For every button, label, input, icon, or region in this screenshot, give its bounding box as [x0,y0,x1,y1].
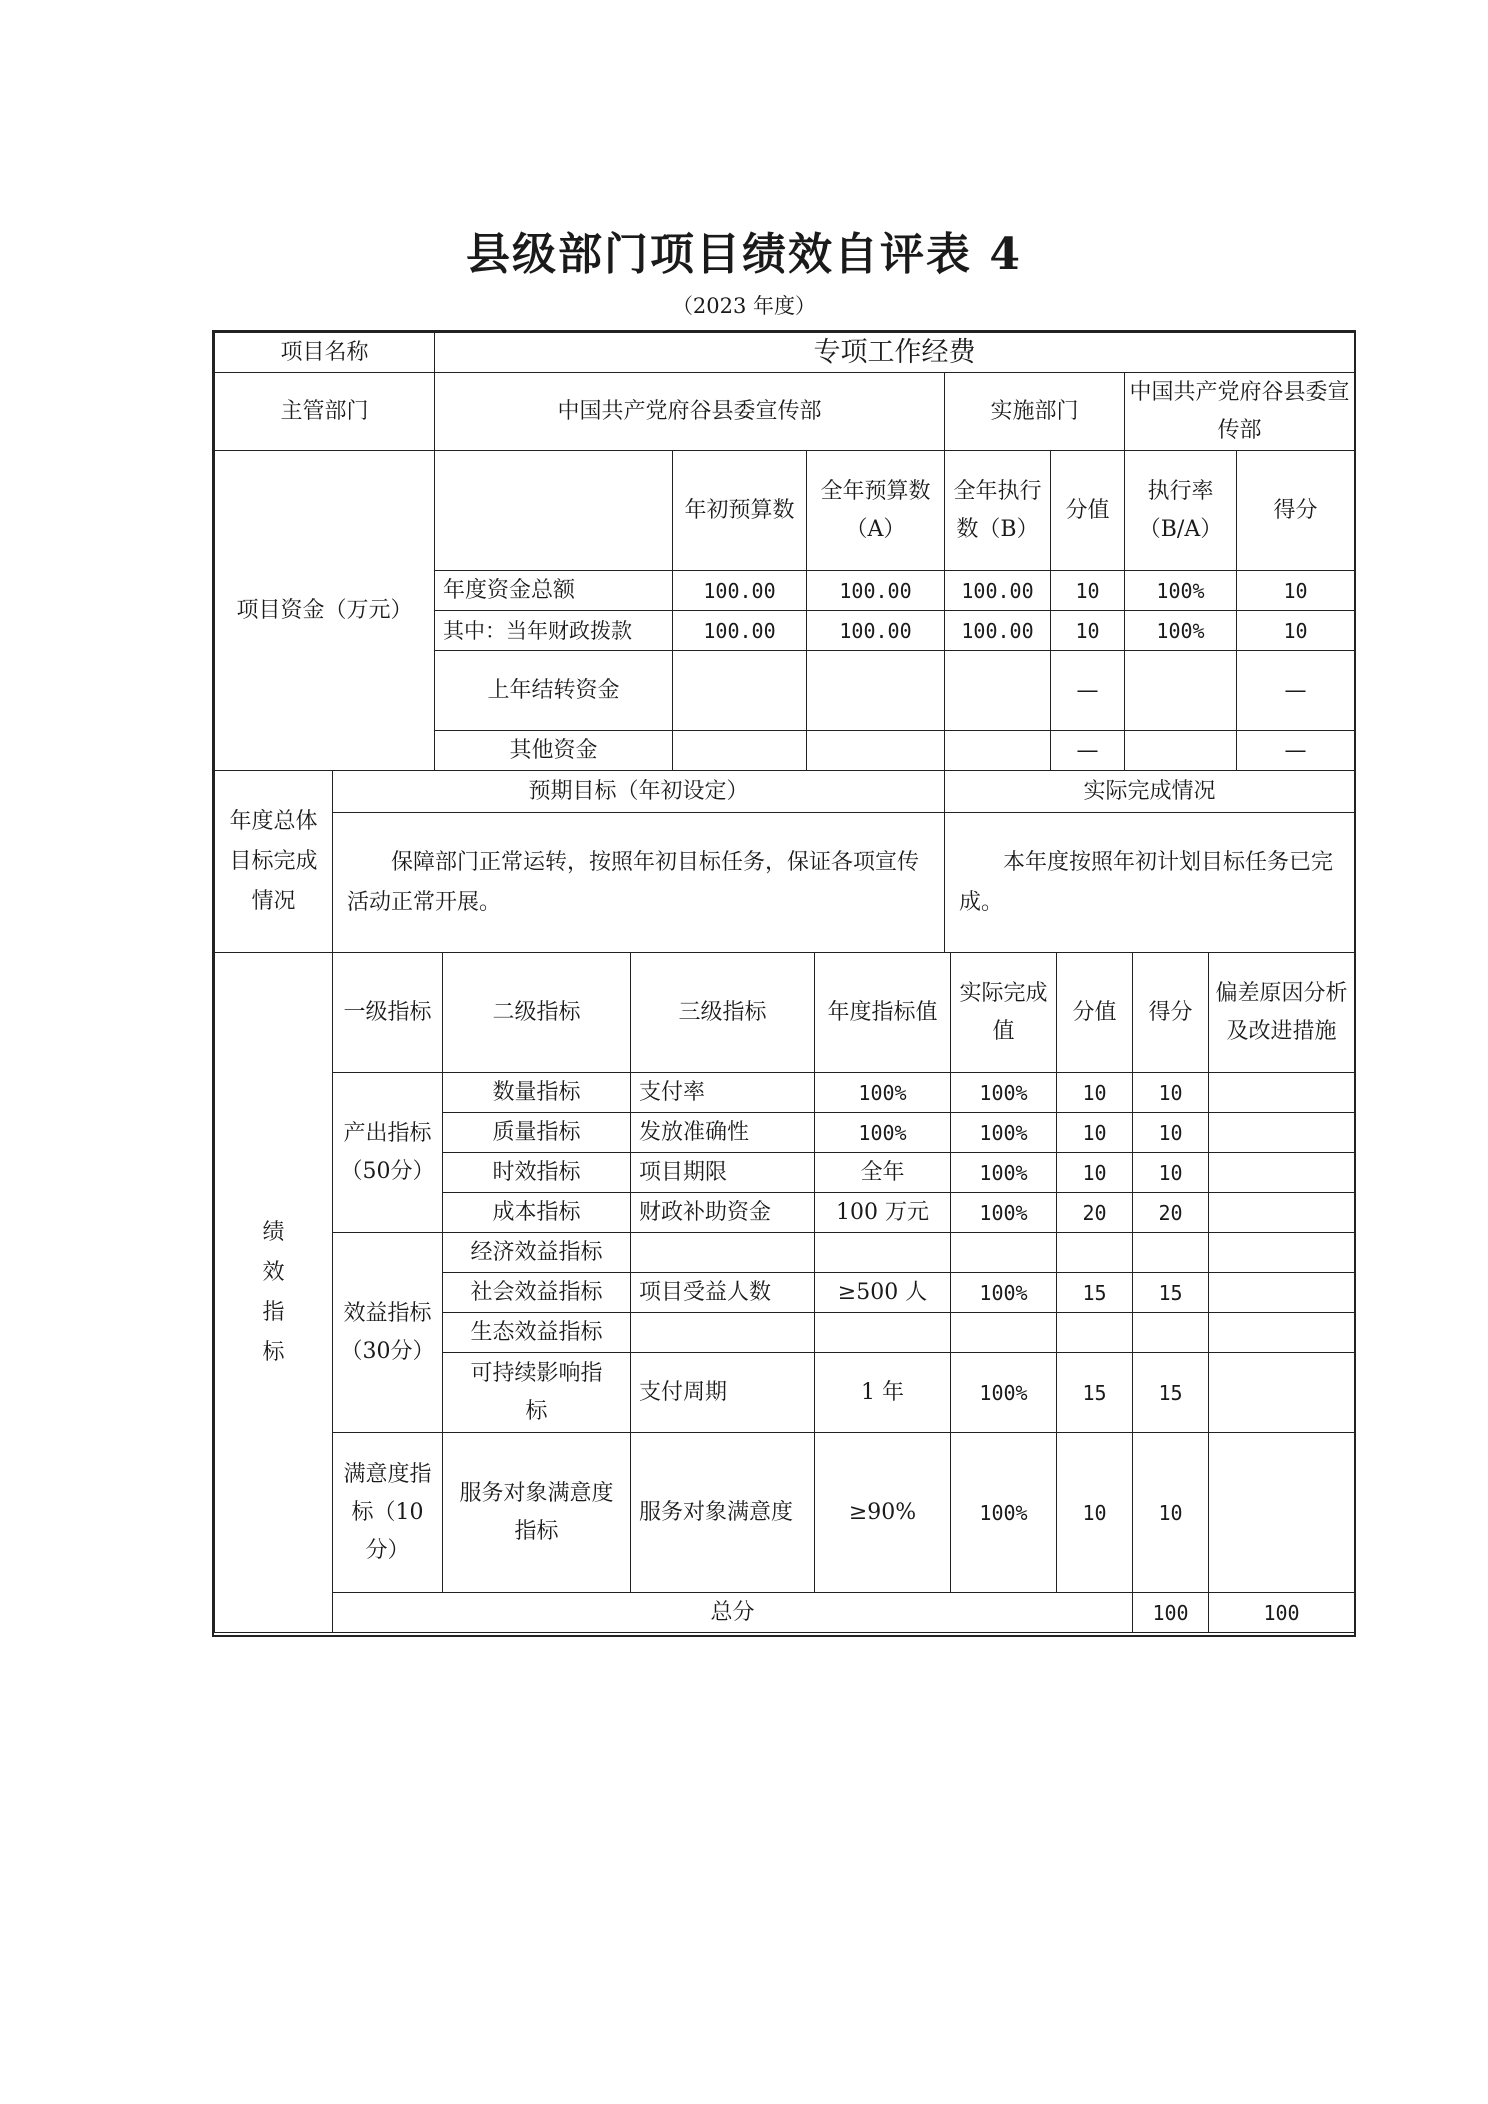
document-title: 县级部门项目绩效自评表 4 [466,229,1022,280]
perf-col-value: 分值 [1057,953,1133,1073]
project-name: 专项工作经费 [435,333,1355,373]
supervisor-dept: 中国共产党府谷县委宣传部 [435,373,945,451]
indicator-l3 [631,1313,815,1353]
funds-rate: 100% [1125,611,1237,651]
indicator-note [1209,1073,1355,1113]
indicator-score: 20 [1133,1193,1209,1233]
goals-section-label: 年度总体目标完成情况 [215,771,333,953]
indicator-value: 10 [1057,1153,1133,1193]
indicator-l2: 经济效益指标 [443,1233,631,1273]
perf-col-level3: 三级指标 [631,953,815,1073]
perf-col-target: 年度指标值 [815,953,951,1073]
indicator-actual: 100% [951,1273,1057,1313]
goals-section [214,770,1354,953]
indicator-note [1209,1433,1355,1593]
expected-goal-label: 预期目标（年初设定） [333,771,945,813]
funds-initial [673,731,807,771]
total-row [215,1593,1355,1633]
indicator-target: 全年 [815,1153,951,1193]
funds-section-label: 项目资金（万元） [215,451,435,771]
perf-col-level2: 二级指标 [443,953,631,1073]
indicator-score: 10 [1133,1153,1209,1193]
actual-result-label: 实际完成情况 [945,771,1355,813]
indicator-l2: 时效指标 [443,1153,631,1193]
funds-score-value: — [1051,731,1125,771]
indicator-row [215,1233,1355,1273]
total-value: 100 [1133,1593,1209,1633]
funds-initial [673,651,807,731]
indicator-value: 20 [1057,1193,1133,1233]
indicator-actual: 100% [951,1433,1057,1593]
funds-score: — [1237,651,1355,731]
indicator-l3: 支付率 [631,1073,815,1113]
funds-score-value: — [1051,651,1125,731]
total-score: 100 [1209,1593,1355,1633]
indicator-target: 100% [815,1073,951,1113]
funds-corner [435,451,673,571]
funds-annual [807,651,945,731]
indicator-note [1209,1313,1355,1353]
funds-col-executed: 全年执行数（B） [945,451,1051,571]
funds-row-label: 其中：当年财政拨款 [435,611,673,651]
indicator-actual: 100% [951,1113,1057,1153]
indicator-score: 10 [1133,1433,1209,1593]
indicator-value [1057,1313,1133,1353]
indicator-l3: 项目受益人数 [631,1273,815,1313]
indicator-actual: 100% [951,1073,1057,1113]
indicator-score: 10 [1133,1113,1209,1153]
indicator-l3: 服务对象满意度 [631,1433,815,1593]
group-label-benefit: 效益指标（30分） [333,1233,443,1433]
perf-col-actual: 实际完成值 [951,953,1057,1073]
funds-row-label: 年度资金总额 [435,571,673,611]
indicator-note [1209,1233,1355,1273]
funds-executed: 100.00 [945,571,1051,611]
indicator-actual [951,1233,1057,1273]
funds-score: 10 [1237,571,1355,611]
document-year: （2023 年度） [671,294,817,318]
indicator-l3: 财政补助资金 [631,1193,815,1233]
indicator-value: 15 [1057,1273,1133,1313]
indicator-value: 10 [1057,1433,1133,1593]
indicator-l2: 可持续影响指标 [443,1353,631,1433]
indicator-l3: 项目期限 [631,1153,815,1193]
perf-col-note: 偏差原因分析及改进措施 [1209,953,1355,1073]
indicator-actual: 100% [951,1353,1057,1433]
indicator-actual: 100% [951,1153,1057,1193]
indicator-target: ≥90% [815,1433,951,1593]
funds-annual: 100.00 [807,611,945,651]
indicator-target: ≥500 人 [815,1273,951,1313]
funds-initial: 100.00 [673,611,807,651]
performance-table [214,952,1355,1633]
funds-row-label: 上年结转资金 [435,651,673,731]
indicator-l2: 服务对象满意度指标 [443,1433,631,1593]
indicator-value [1057,1233,1133,1273]
indicator-note [1209,1273,1355,1313]
indicator-score: 15 [1133,1273,1209,1313]
indicator-note [1209,1353,1355,1433]
indicator-score [1133,1233,1209,1273]
funds-score: — [1237,731,1355,771]
funds-executed: 100.00 [945,611,1051,651]
funds-rate [1125,651,1237,731]
indicator-l2: 社会效益指标 [443,1273,631,1313]
funds-row-label: 其他资金 [435,731,673,771]
indicator-l2: 数量指标 [443,1073,631,1113]
indicator-note [1209,1193,1355,1233]
project-name-label: 项目名称 [215,333,435,373]
indicator-value: 10 [1057,1073,1133,1113]
implementer-label: 实施部门 [945,373,1125,451]
funds-score: 10 [1237,611,1355,651]
indicator-target: 100 万元 [815,1193,951,1233]
performance-section [214,952,1354,1633]
indicator-l2: 成本指标 [443,1193,631,1233]
performance-section-label: 绩效指标 [215,953,333,1633]
indicator-target: 1 年 [815,1353,951,1433]
indicator-actual [951,1313,1057,1353]
funds-initial: 100.00 [673,571,807,611]
funds-col-score: 得分 [1237,451,1355,571]
indicator-l2: 质量指标 [443,1113,631,1153]
funds-col-annual: 全年预算数（A） [807,451,945,571]
indicator-row [215,1433,1355,1593]
header-funds-table [214,332,1355,771]
funds-executed [945,651,1051,731]
funds-rate: 100% [1125,571,1237,611]
indicator-l3: 发放准确性 [631,1113,815,1153]
indicator-score [1133,1313,1209,1353]
indicator-score: 15 [1133,1353,1209,1433]
total-label: 总分 [333,1593,1133,1633]
funds-col-rate: 执行率（B/A） [1125,451,1237,571]
funds-rate [1125,731,1237,771]
header-funds-section [214,332,1354,771]
funds-score-value: 10 [1051,611,1125,651]
indicator-target [815,1313,951,1353]
evaluation-sheet [212,330,1356,1637]
funds-col-initial: 年初预算数 [673,451,807,571]
perf-col-level1: 一级指标 [333,953,443,1073]
indicator-l3 [631,1233,815,1273]
indicator-actual: 100% [951,1193,1057,1233]
funds-col-score-value: 分值 [1051,451,1125,571]
indicator-score: 10 [1133,1073,1209,1113]
indicator-target: 100% [815,1113,951,1153]
group-label-output: 产出指标（50分） [333,1073,443,1233]
actual-result-text: 本年度按照年初计划目标任务已完成。 [945,813,1355,953]
group-label-satisfaction: 满意度指标（10分） [333,1433,443,1593]
indicator-note [1209,1113,1355,1153]
perf-col-score: 得分 [1133,953,1209,1073]
implementer-dept: 中国共产党府谷县委宣传部 [1125,373,1355,451]
indicator-row [215,1073,1355,1113]
indicator-l3: 支付周期 [631,1353,815,1433]
indicator-l2: 生态效益指标 [443,1313,631,1353]
supervisor-label: 主管部门 [215,373,435,451]
indicator-target [815,1233,951,1273]
indicator-value: 10 [1057,1113,1133,1153]
indicator-value: 15 [1057,1353,1133,1433]
funds-score-value: 10 [1051,571,1125,611]
goals-table [214,770,1355,953]
expected-goal-text: 保障部门正常运转，按照年初目标任务，保证各项宣传活动正常开展。 [333,813,945,953]
funds-annual: 100.00 [807,571,945,611]
indicator-note [1209,1153,1355,1193]
funds-executed [945,731,1051,771]
funds-annual [807,731,945,771]
